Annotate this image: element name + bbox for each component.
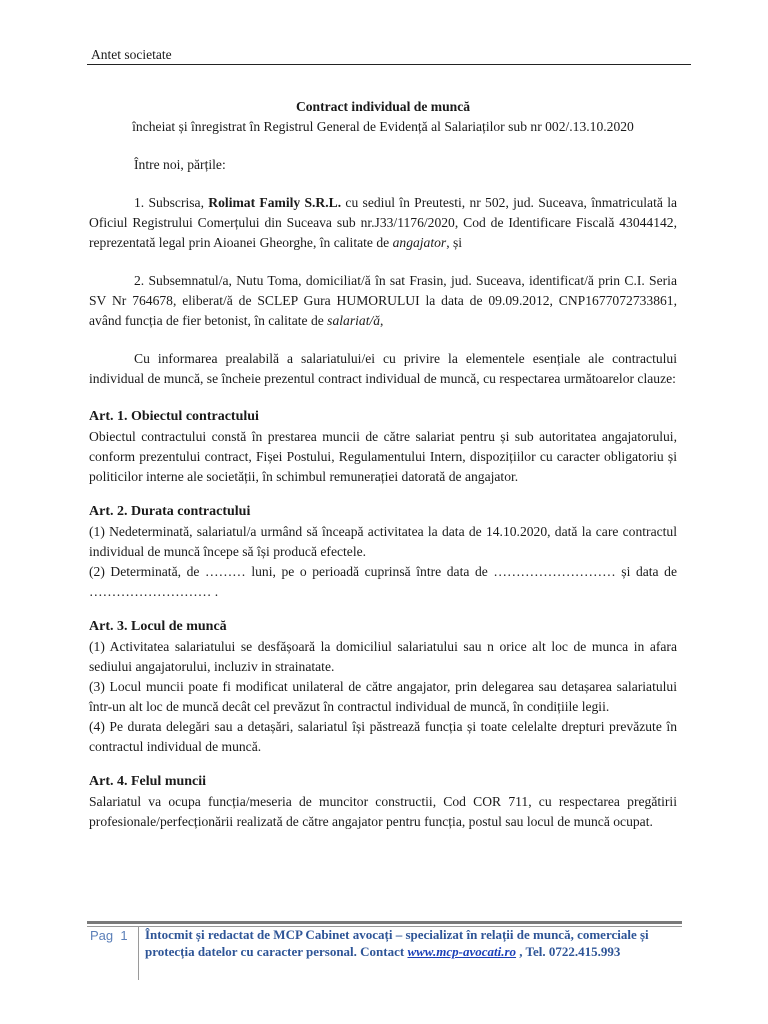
party-employee <box>89 271 677 331</box>
document-subtitle: încheiat și înregistrat în Registrul General de Evidență al Salariaților sub nr 002/.13.10.2020 <box>132 119 634 134</box>
header-divider <box>87 64 691 65</box>
footer-separator <box>138 926 139 980</box>
article-4-text: Salariatul va ocupa funcția/meseria de muncitor constructii, Cod COR 711, cu respectarea pregătirii profesionale/perfecționării realizată de către angajator pentru funcția, postul sau locul de muncă ocupat. <box>89 794 677 829</box>
article-3-paragraph-4: (4) Pe durata delegări sau a detașări, salariatul își păstrează funcția și toate celelalte drepturi prevăzute în contractul individual de muncă. <box>89 719 677 754</box>
article-2-paragraph-2: (2) Determinată, de ……… luni, pe o perioadă cuprinsă între data de ……………………… și data de ……………………… . <box>89 564 677 599</box>
party-employee-post: , <box>380 313 384 328</box>
page-number <box>90 928 128 943</box>
page-number-value: 1 <box>120 928 128 943</box>
party-employer-details: cu sediul în Preutesti, nr 502, jud. Suceava, înmatriculată la Oficiul Registrului Comerțului din Suceava sub nr.J33/1176/2020, Cod de Identificare Fiscală 43044142, reprezentată legal prin Aioanei Gheorghe, în calitate de <box>89 195 678 250</box>
article-3-paragraph-1: (1) Activitatea salariatului se desfășoară la domiciliul salariatului sau n orice alt loc de munca in afara sediului angajatorului, incluziv in strainatate. <box>89 639 677 674</box>
footer-divider <box>87 921 682 924</box>
contract-body <box>89 97 677 832</box>
employee-role: salariat/ă <box>327 313 381 328</box>
document-title: Contract individual de muncă <box>295 99 471 114</box>
party-employee-details: 2. Subsemnatul/a, Nutu Toma, domiciliat/ă în sat Frasin, jud. Suceava, identificat/ă prin C.I. Seria SV Nr 764678, eliberat/ă de SCLEP Gura HUMORULUI la data de 09.09.2012, CNP1677072733861, având funcția de fier betonist, în calitate de <box>89 273 677 328</box>
article-2-paragraph-1: (1) Nedeterminată, salariatul/a urmând să înceapă activitatea la data de 14.10.2020, dată la care contractul individual de muncă începe să își producă efectele. <box>89 524 677 559</box>
article-3-paragraph-3: (3) Locul muncii poate fi modificat unilateral de către angajator, prin delegarea sau detașarea salariatului într-un alt loc de muncă decât cel prevăzut în contractul individual de muncă, în condițiile legii. <box>89 679 677 714</box>
article-1-text: Obiectul contractului constă în prestarea muncii de către salariat pentru și sub autoritatea angajatorului, conform prezentului contract, Fișei Postului, Regulamentului Intern, dispozițiilor cu caracter obligatoriu și politicilor interne ale societății, în schimbul remunerației datorată de angajator. <box>89 429 677 484</box>
footer-credits <box>145 926 665 960</box>
company-letterhead-label: Antet societate <box>91 47 172 62</box>
article-4-heading: Art. 4. Felul muncii <box>89 774 207 789</box>
parties-intro: Între noi, părțile: <box>134 157 226 172</box>
preamble-paragraph: Cu informarea prealabilă a salariatului/ei cu privire la elementele esențiale ale contractului individual de muncă, se încheie prezentul contract individual de muncă, cu respectarea următoarelor clauze: <box>89 351 677 386</box>
footer-phone: , Tel. 0722.415.993 <box>516 944 621 959</box>
employer-role: angajator <box>392 235 447 250</box>
article-1-heading: Art. 1. Obiectul contractului <box>89 409 259 424</box>
party-employer-post: , și <box>446 235 463 250</box>
party-employer-pre: 1. Subscrisa, <box>134 195 209 210</box>
article-2-heading: Art. 2. Durata contractului <box>89 504 251 519</box>
page-label: Pag <box>90 928 114 943</box>
party-employer <box>89 193 677 253</box>
article-3-heading: Art. 3. Locul de muncă <box>89 619 227 634</box>
footer-credits-text: Întocmit și redactat de MCP Cabinet avocați – specializat în relații de muncă, comerciale și protecția datelor cu caracter personal. Contact <box>145 927 649 959</box>
website-link[interactable]: www.mcp-avocati.ro <box>407 944 517 959</box>
employer-name: Rolimat Family S.R.L. <box>208 195 342 210</box>
